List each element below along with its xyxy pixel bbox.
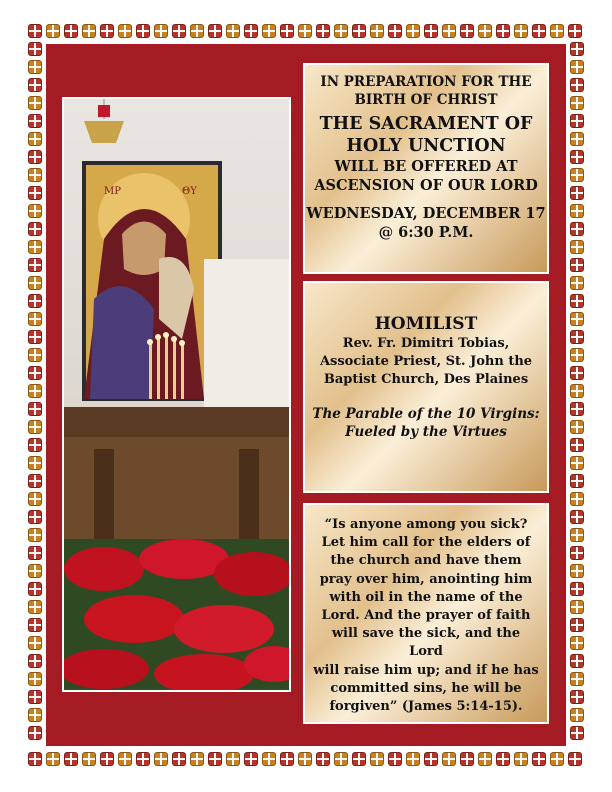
border-tile <box>28 114 42 128</box>
border-tile <box>570 132 584 146</box>
border-tile <box>570 366 584 380</box>
border-tile <box>136 24 150 38</box>
border-tile <box>570 528 584 542</box>
border-tile <box>370 752 384 766</box>
border-tile <box>28 564 42 578</box>
border-tile <box>298 24 312 38</box>
homily-title-line-2: Fueled by the Virtues <box>345 424 507 440</box>
border-tile <box>370 24 384 38</box>
border-tile <box>280 752 294 766</box>
homilist-role-line-1: Associate Priest, St. John the <box>319 354 533 369</box>
border-tile <box>28 240 42 254</box>
border-tile <box>570 456 584 470</box>
border-tile <box>550 752 564 766</box>
homilist-name: Rev. Fr. Dimitri Tobias, <box>342 336 510 351</box>
border-tile <box>244 24 258 38</box>
border-tile <box>28 384 42 398</box>
preparation-line-1: IN PREPARATION FOR THE <box>320 74 532 90</box>
border-tile <box>570 168 584 182</box>
border-tile <box>262 24 276 38</box>
border-tile <box>28 276 42 290</box>
border-tile <box>154 24 168 38</box>
quote-line: Let him call for the elders of <box>321 535 531 551</box>
border-tile <box>64 24 78 38</box>
border-tile <box>478 24 492 38</box>
border-tile <box>406 24 420 38</box>
border-tile <box>226 24 240 38</box>
border-tile <box>442 752 456 766</box>
quote-line: the church and have them <box>330 553 522 569</box>
border-tile <box>28 24 42 38</box>
border-tile <box>570 186 584 200</box>
border-tile <box>28 528 42 542</box>
border-tile <box>262 752 276 766</box>
border-tile <box>570 618 584 632</box>
border-tile <box>298 752 312 766</box>
border-tile <box>570 564 584 578</box>
border-tile <box>550 24 564 38</box>
border-tile <box>388 752 402 766</box>
left-tile-border <box>26 40 44 742</box>
border-tile <box>570 42 584 56</box>
bottom-tile-border <box>26 750 584 768</box>
border-tile <box>570 546 584 560</box>
border-tile <box>570 474 584 488</box>
border-tile <box>514 24 528 38</box>
homilist-box <box>303 281 549 493</box>
border-tile <box>570 204 584 218</box>
quote-line: committed sins, he will be <box>330 680 522 696</box>
border-tile <box>28 60 42 74</box>
border-tile <box>28 600 42 614</box>
border-tile <box>570 384 584 398</box>
border-tile <box>28 672 42 686</box>
border-tile <box>28 726 42 740</box>
border-tile <box>570 348 584 362</box>
border-tile <box>316 752 330 766</box>
border-tile <box>28 348 42 362</box>
border-tile <box>570 420 584 434</box>
border-tile <box>570 708 584 722</box>
border-tile <box>280 24 294 38</box>
border-tile <box>28 366 42 380</box>
border-tile <box>28 420 42 434</box>
border-tile <box>570 222 584 236</box>
border-tile <box>28 546 42 560</box>
border-tile <box>570 276 584 290</box>
border-tile <box>570 492 584 506</box>
sacrament-title-line-1: THE SACRAMENT OF <box>319 114 533 134</box>
offered-at-line-1: WILL BE OFFERED AT <box>334 158 518 175</box>
event-date: WEDNESDAY, DECEMBER 17 <box>306 205 546 222</box>
border-tile <box>334 752 348 766</box>
border-tile <box>570 96 584 110</box>
border-tile <box>352 752 366 766</box>
border-tile <box>46 24 60 38</box>
border-tile <box>570 672 584 686</box>
border-tile <box>424 752 438 766</box>
quote-line: will save the sick, and the Lord <box>331 626 521 660</box>
homily-title-line-1: The Parable of the 10 Virgins: <box>312 406 540 422</box>
homilist-role-line-2: Baptist Church, Des Plaines <box>323 372 529 387</box>
border-tile <box>190 752 204 766</box>
border-tile <box>28 474 42 488</box>
border-tile <box>570 654 584 668</box>
border-tile <box>570 510 584 524</box>
border-tile <box>28 204 42 218</box>
border-tile <box>568 752 582 766</box>
border-tile <box>82 752 96 766</box>
border-tile <box>28 132 42 146</box>
border-tile <box>28 42 42 56</box>
border-tile <box>28 510 42 524</box>
top-tile-border <box>26 22 584 40</box>
quote-line: forgiven” (James 5:14-15). <box>329 699 523 715</box>
border-tile <box>316 24 330 38</box>
border-tile <box>570 312 584 326</box>
border-tile <box>352 24 366 38</box>
border-tile <box>424 24 438 38</box>
border-tile <box>190 24 204 38</box>
border-tile <box>568 24 582 38</box>
border-tile <box>82 24 96 38</box>
border-tile <box>244 752 258 766</box>
border-tile <box>388 24 402 38</box>
border-tile <box>532 24 546 38</box>
border-tile <box>28 222 42 236</box>
border-tile <box>570 114 584 128</box>
border-tile <box>28 330 42 344</box>
homilist-heading: HOMILIST <box>374 314 478 334</box>
border-tile <box>28 258 42 272</box>
quote-line: with oil in the name of the <box>329 589 523 605</box>
border-tile <box>28 438 42 452</box>
border-tile <box>28 636 42 650</box>
event-announcement-box <box>303 63 549 274</box>
quote-line: “Is anyone among you sick? <box>324 517 528 532</box>
border-tile <box>460 752 474 766</box>
border-tile <box>570 294 584 308</box>
scripture-quote-box <box>303 503 549 724</box>
preparation-line-2: BIRTH OF CHRIST <box>354 92 498 108</box>
border-tile <box>570 600 584 614</box>
border-tile <box>532 752 546 766</box>
border-tile <box>570 78 584 92</box>
border-tile <box>28 582 42 596</box>
offered-at-line-2: ASCENSION OF OUR LORD <box>314 177 538 194</box>
border-tile <box>28 618 42 632</box>
border-tile <box>442 24 456 38</box>
border-tile <box>28 752 42 766</box>
border-tile <box>64 752 78 766</box>
border-tile <box>28 294 42 308</box>
border-tile <box>226 752 240 766</box>
quote-line: pray over him, anointing him <box>319 571 533 587</box>
icon-inscription-left: ΜΡ <box>104 186 121 197</box>
sacrament-title-line-2: HOLY UNCTION <box>346 136 506 156</box>
border-tile <box>496 24 510 38</box>
border-tile <box>334 24 348 38</box>
border-tile <box>118 752 132 766</box>
border-tile <box>28 708 42 722</box>
border-tile <box>570 402 584 416</box>
border-tile <box>28 78 42 92</box>
event-time: @ 6:30 P.M. <box>378 224 474 241</box>
border-tile <box>570 240 584 254</box>
icon-photo <box>62 97 291 692</box>
border-tile <box>496 752 510 766</box>
border-tile <box>172 24 186 38</box>
border-tile <box>100 752 114 766</box>
border-tile <box>208 24 222 38</box>
border-tile <box>208 752 222 766</box>
border-tile <box>28 150 42 164</box>
border-tile <box>460 24 474 38</box>
quote-line: will raise him up; and if he has <box>313 662 539 678</box>
border-tile <box>28 96 42 110</box>
border-tile <box>570 726 584 740</box>
border-tile <box>100 24 114 38</box>
border-tile <box>478 752 492 766</box>
border-tile <box>570 258 584 272</box>
border-tile <box>570 330 584 344</box>
border-tile <box>406 752 420 766</box>
border-tile <box>172 752 186 766</box>
icon-inscription-right: ΘΥ <box>182 186 197 197</box>
border-tile <box>570 438 584 452</box>
border-tile <box>28 168 42 182</box>
border-tile <box>154 752 168 766</box>
border-tile <box>28 456 42 470</box>
border-tile <box>118 24 132 38</box>
border-tile <box>570 582 584 596</box>
border-tile <box>514 752 528 766</box>
right-tile-border <box>568 40 586 742</box>
border-tile <box>28 402 42 416</box>
border-tile <box>28 312 42 326</box>
border-tile <box>28 492 42 506</box>
border-tile <box>28 186 42 200</box>
border-tile <box>46 752 60 766</box>
border-tile <box>570 60 584 74</box>
border-tile <box>28 690 42 704</box>
border-tile <box>136 752 150 766</box>
border-tile <box>28 654 42 668</box>
scripture-quote <box>305 516 547 716</box>
quote-line: Lord. And the prayer of faith <box>321 608 531 624</box>
border-tile <box>570 636 584 650</box>
border-tile <box>570 690 584 704</box>
border-tile <box>570 150 584 164</box>
